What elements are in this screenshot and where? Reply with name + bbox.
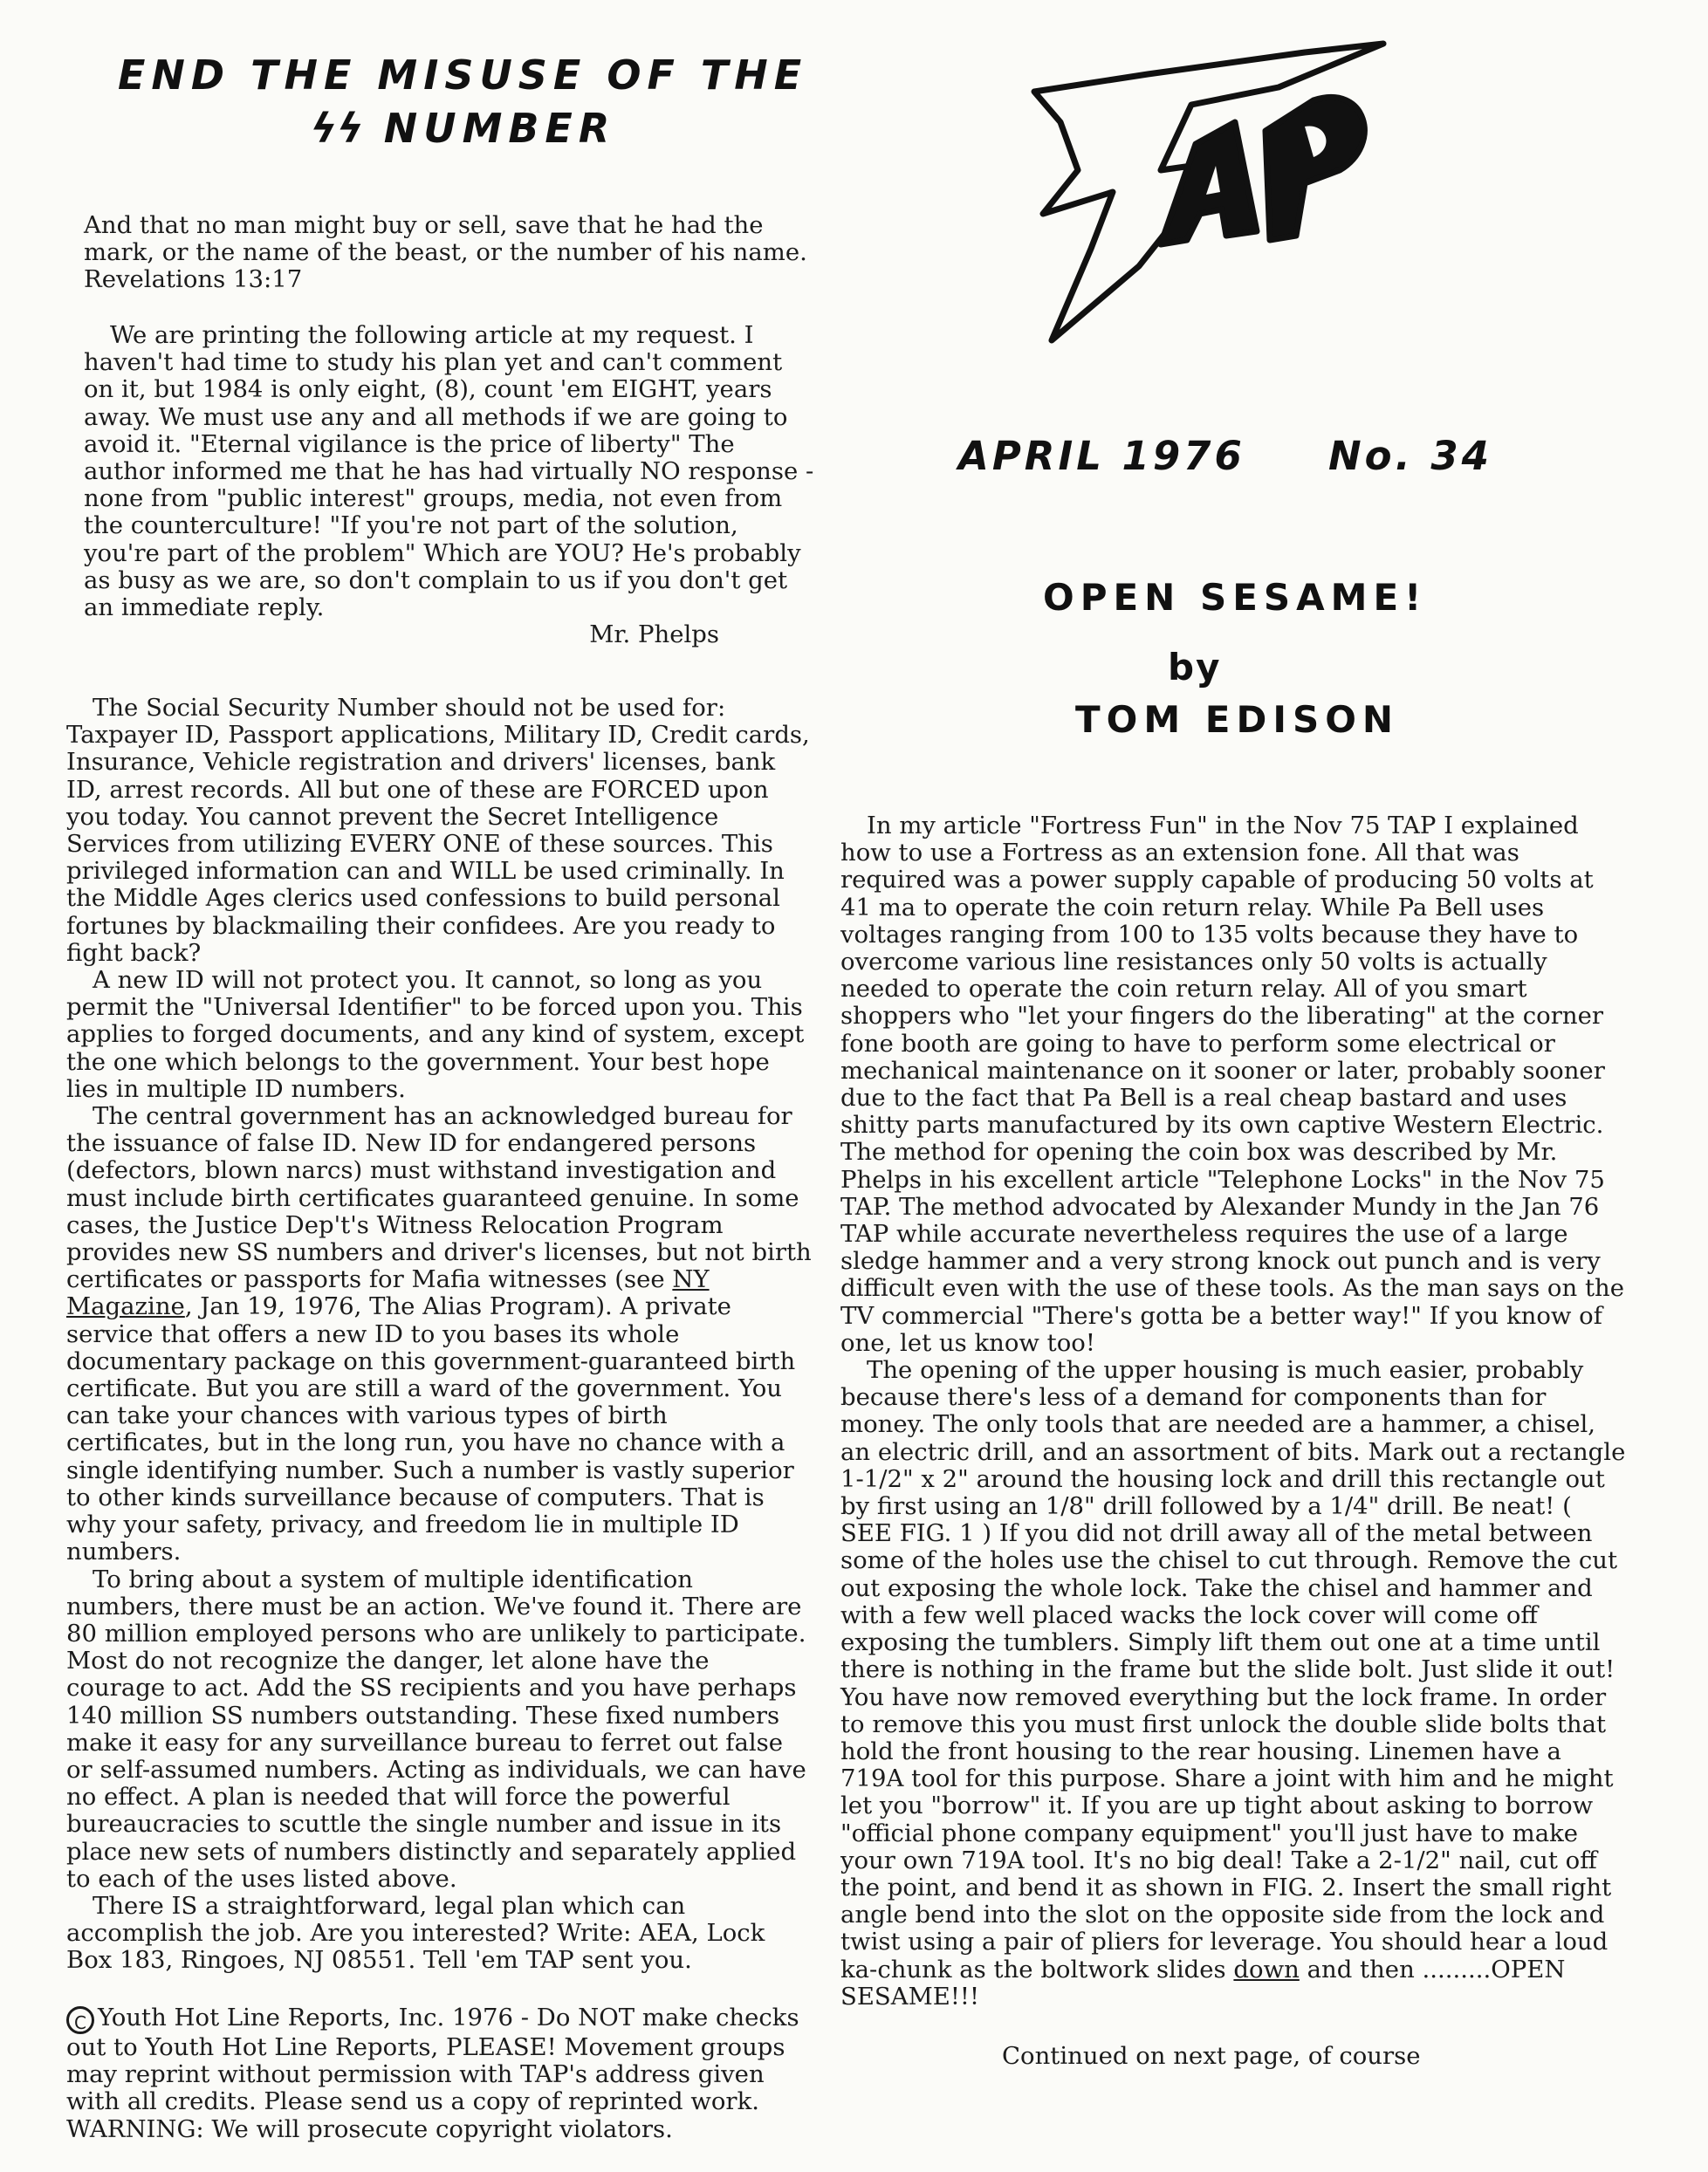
- intro-signature: Mr. Phelps: [589, 620, 719, 649]
- issue-number: No. 34: [1328, 433, 1492, 479]
- paragraph-part: The central government has an acknowledged bureau for the issuance of false ID. New ID for endangered persons (defectors, blown narcs) must withstand investigation and must include birth certificates guaranteed genuine. In some cases, the Justice Dep't's Witness Relocation Program provides new SS numbers and driver's licenses, but not birth certificates or passports for Mafia witnesses (see: [66, 1102, 812, 1294]
- paragraph: A new ID will not protect you. It cannot, so long as you permit the "Universal Identifier" to be forced upon you. This applies to forged documents, and any kind of system, except the one which belongs to the government. Your best hope lies in multiple ID numbers.: [66, 966, 805, 1103]
- byline-author: TOM EDISON: [1075, 698, 1400, 741]
- ss-runes-icon: ϟϟ: [311, 105, 364, 152]
- paragraph: In my article "Fortress Fun" in the Nov 75 TAP I explained how to use a Fortress as an extension fone. All that was required was a power supply capable of producing 50 volts at 41 ma to operate the coin return relay. While Pa Bell uses voltages ranging from 100 to 135 volts because they have to overcome various line resistances only 50 volts is actually needed to operate the coin return relay. All of you smart shoppers who "let your fingers do the liberating" at the corner fone booth are going to have to perform some electrical or mechanical maintenance on it sooner or later, probably sooner due to the fact that Pa Bell is a real cheap bastard and uses shitty parts manufactured by its own captive Western Electric. The method for opening the coin box was described by Mr. Phelps in his excellent article "Telephone Locks" in the Nov 75 TAP. The method advocated by Alexander Mundy in the Jan 76 TAP while accurate nevertheless requires the use of a large sledge hammer and a very strong knock out punch and is very difficult even with the use of these tools. As the man says on the TV commercial "There's gotta be a better way!" If you know of one, let us know too!: [840, 812, 1624, 1357]
- paragraph: [840, 1357, 1626, 2011]
- continued-note: Continued on next page, of course: [1002, 2042, 1421, 2070]
- paragraph-part: , Jan 19, 1976, The Alias Program). A private service that offers a new ID to you bases its whole documentary package on this government-guaranteed birth certificate. But you are still a ward of the government. You can take your chances with various types of birth certificates, but in the long run, you have no chance with a single identifying number. Such a number is vastly superior to other kinds surveillance because of computers. That is why your safety, privacy, and freedom lie in multiple ID numbers.: [66, 1292, 796, 1566]
- copyright-icon: C: [66, 2006, 94, 2034]
- tap-logo: [1017, 39, 1401, 353]
- article-body: [66, 695, 815, 1975]
- intro-note: [66, 322, 815, 648]
- paragraph: The Social Security Number should not be used for: Taxpayer ID, Passport applications, Military ID, Credit cards, Insurance, Vehicle registration and drivers' licenses, bank ID, arrest records. All but one of these are FORCED upon you today. You cannot prevent the Secret Intelligence Services from utilizing EVERY ONE of these sources. This privileged information can and WILL be used criminally. In the Middle Ages clerics used confessions to build personal fortunes by blackmailing their confidees. Are you ready to fight back?: [66, 694, 810, 967]
- paragraph-part: The opening of the upper housing is much easier, probably because there's less of a demand for components than for money. The only tools that are needed are a hammer, a chisel, an electric drill, and an assortment of bits. Mark out a rectangle 1-1/2" x 2" around the housing lock and drill this rectangle out by first using an 1/8" drill followed by a 1/4" drill. Be neat! ( SEE FIG. 1 ) If you did not drill away all of the metal between some of the holes use the chisel to cut through. Remove the cut out exposing the whole lock. Take the chisel and hammer and with a few well placed wacks the lock cover will come off exposing the tumblers. Simply lift them out one at a time until there is nothing in the frame but the slide bolt. Just slide it out! You have now removed everything but the lock frame. In order to remove this you must first unlock the double slide bolts that hold the front housing to the rear housing. Linemen have a 719A tool for this purpose. Share a joint with him and he might let you "borrow" it. If you are up tight about asking to borrow "official phone company equipment" you'll just have to make your own 719A tool. It's no big deal! Take a 2-1/2" nail, cut off the point, and bend it as shown in FIG. 2. Insert the small right angle bend into the slot on the opposite side from the lock and twist using a pair of pliers for leverage. You should hear a loud ka-chunk as the boltwork slides: [840, 1356, 1626, 1984]
- copyright-notice: [66, 2004, 815, 2143]
- headline: END THE MISUSE OF THE: [118, 51, 808, 99]
- copyright-text: [66, 2004, 815, 2143]
- magazine-reference: NY Magazine: [66, 1265, 710, 1321]
- article-body-right: [840, 812, 1626, 2011]
- emphasis-down: down: [1233, 1955, 1300, 1984]
- article-title: OPEN SESAME!: [1043, 576, 1428, 619]
- paragraph: There IS a straightforward, legal plan which can accomplish the job. Are you interested? Write: AEA, Lock Box 183, Ringoes, NJ 08551. Tell 'em TAP sent you.: [66, 1891, 765, 1975]
- byline-by: by: [1168, 646, 1222, 689]
- copyright-body: Youth Hot Line Reports, Inc. 1976 - Do NOT make checks out to Youth Hot Line Reports, PLEASE! Movement groups may reprint without permission with TAP's address given with all credits. Please send us a copy of reprinted work. WARNING: We will prosecute copyright violators.: [66, 2004, 799, 2143]
- paragraph: [66, 1103, 815, 1566]
- intro-text: We are printing the following article at my request. I haven't had time to study his plan yet and can't comment on it, but 1984 is only eight, (8), count 'em EIGHT, years away. We must use any and all methods if we are going to avoid it. "Eternal vigilance is the price of liberty" The author informed me that he has had virtually NO response - none from "public interest" groups, media, not even from the counterculture! "If you're not part of the solution, you're part of the problem" Which are YOU? He's probably as busy as we are, so don't complain to us if you don't get an immediate reply.: [84, 321, 814, 622]
- paragraph-part: and then .........OPEN SESAME!!!: [840, 1955, 1566, 2011]
- headline-word-number: NUMBER: [383, 105, 616, 152]
- headline-line-2: [311, 101, 615, 155]
- issue-date: APRIL 1976: [958, 433, 1245, 479]
- epigraph: [66, 212, 815, 294]
- epigraph-text: And that no man might buy or sell, save that he had the mark, or the name of the beast, or the number of his name. Revelations 13:17: [84, 211, 807, 294]
- paragraph: To bring about a system of multiple identification numbers, there must be an action. We've found it. There are 80 million employed persons who are unlikely to participate. Most do not recognize the danger, let alone have the courage to act. Add the SS recipients and you have perhaps 140 million SS numbers outstanding. These fixed numbers make it easy for any surveillance bureau to ferret out false or self-assumed numbers. Acting as individuals, we can have no effect. A plan is needed that will force the powerful bureaucracies to scuttle the single number and issue in its place new sets of numbers distinctly and separately applied to each of the uses listed above.: [66, 1565, 806, 1893]
